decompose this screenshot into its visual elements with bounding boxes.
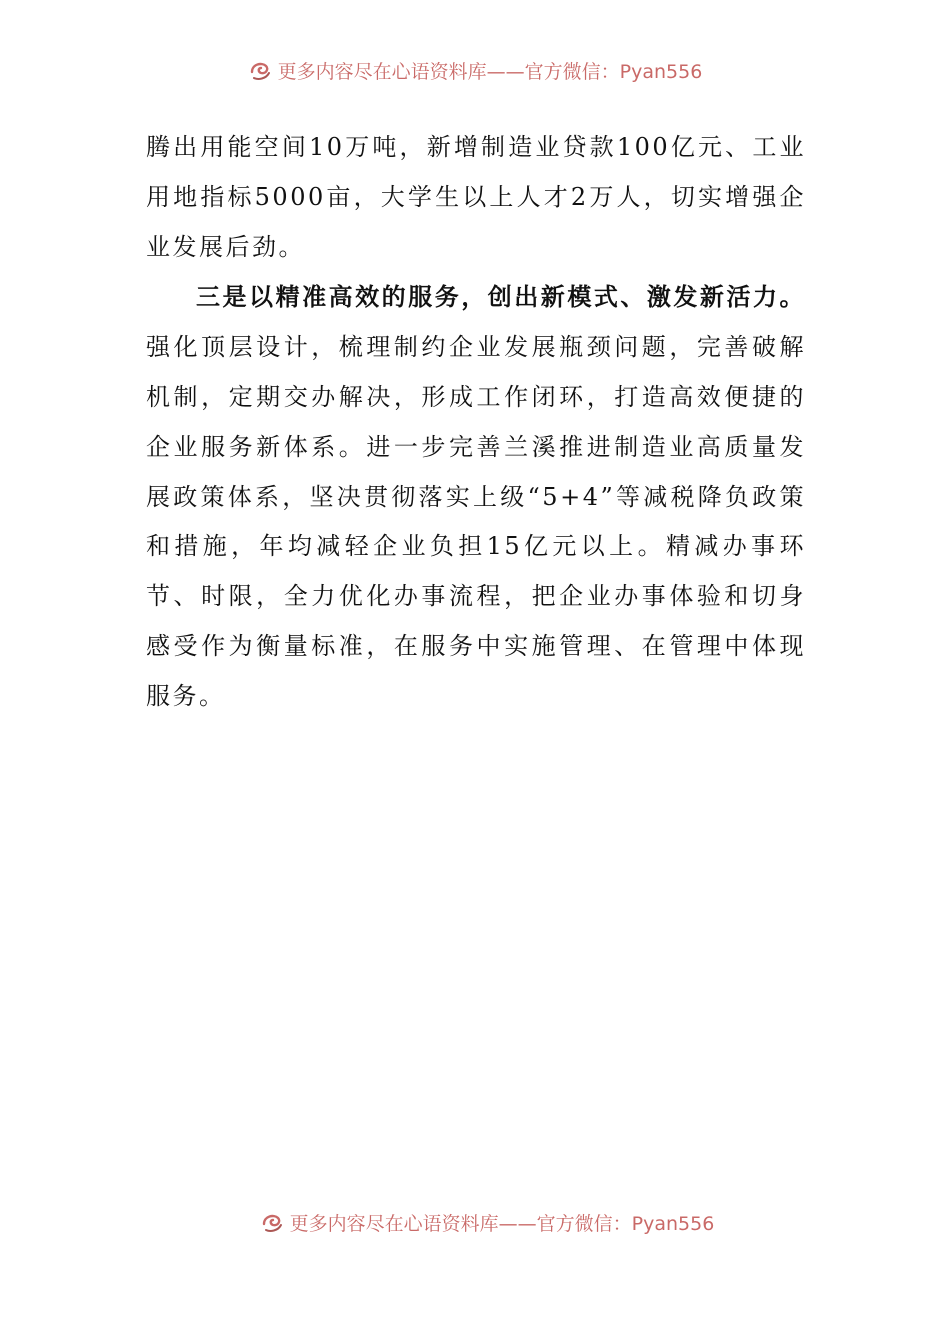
paragraph-2-text: 强化顶层设计，梳理制约企业发展瓶颈问题，完善破解机制，定期交办解决，形成工作闭环，打造高效便捷的企业服务新体系。进一步完善兰溪推进制造业高质量发展政策体系，坚决贯彻落实上级“5+4”等减税降负政策和措施，年均减轻企业负担15亿元以上。精减办事环节、时限，全力优化办事流程，把企业办事体验和切身感受作为衡量标准，在服务中实施管理、在管理中体现服务。 (146, 333, 806, 710)
header-watermark-text: 更多内容尽在心语资料库——官方微信：Pyan556 (277, 60, 703, 83)
document-body (146, 123, 806, 722)
paragraph-1: 腾出用能空间10万吨，新增制造业贷款100亿元、工业用地指标5000亩，大学生以上人才2万人，切实增强企业发展后劲。 (146, 133, 806, 261)
header-watermark (0, 56, 950, 84)
paragraph-2 (146, 272, 806, 721)
footer-watermark-text: 更多内容尽在心语资料库——官方微信：Pyan556 (289, 1212, 715, 1235)
swirl-logo-icon (260, 1210, 284, 1234)
footer-watermark (12, 1208, 950, 1236)
swirl-logo-icon (248, 58, 272, 82)
paragraph-2-lead: 三是以精准高效的服务，创出新模式、激发新活力。 (196, 282, 806, 312)
